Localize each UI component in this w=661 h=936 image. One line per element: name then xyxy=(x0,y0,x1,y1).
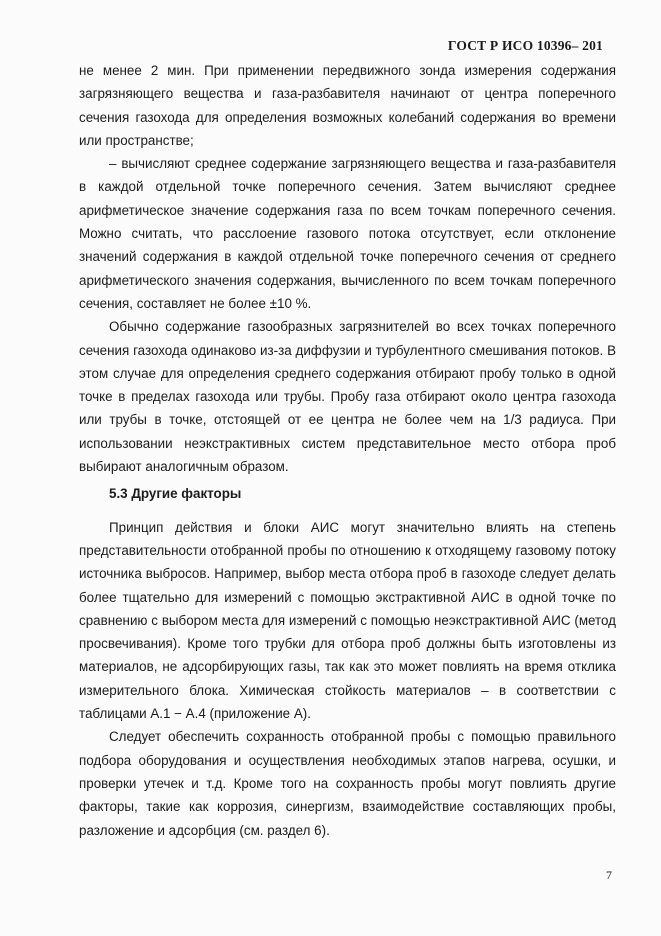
paragraph-continuation: не менее 2 мин. При применении передвижного зонда измерения содержания загрязняющего вещества и газа-разбавителя начинают от центра поперечного сечения газохода для определения возможных колебаний содержания во времени или пространстве; xyxy=(79,63,616,148)
section-heading-5-3: 5.3 Другие факторы xyxy=(109,486,242,502)
paragraph-sample-preservation: Следует обеспечить сохранность отобранной пробы с помощью правильного подбора оборудования и осуществления необходимых этапов нагрева, осушки, и проверки утечек и т.д. Кроме того на сохранность пробы могут повлиять другие факторы, такие как коррозия, синергизм, взаимодействие составляющих пробы, разложение и адсорбция (см. раздел 6). xyxy=(79,729,616,838)
paragraph-gas-content: Обычно содержание газообразных загрязнителей во всех точках поперечного сечения газохода одинаково из-за диффузии и турбулентного смешивания потоков. В этом случае для определения среднего содержания отбирают пробу только в одной точке в пределах газохода или трубы. Пробу газа отбирают около центра газохода или трубы в точке, отстоящей от ее центра не более чем на 1/3 радиуса. При использовании неэкстрактивных систем представительное место отбора проб выбирают аналогичным образом. xyxy=(79,319,616,475)
document-body xyxy=(79,59,616,842)
document-code-header: ГОСТ Р ИСО 10396– 201 xyxy=(447,38,603,53)
paragraph-ais-principle: Принцип действия и блоки АИС могут значительно влиять на степень представительности отобранной пробы по отношению к отходящему газовому потоку источника выбросов. Например, выбор места отбора проб в газоходе следует делать более тщательно для измерений с помощью экстрактивной АИС в одной точке по сравнению с выбором места для измерений с помощью неэкстрактивной АИС (метод просвечивания). Кроме того трубки для отбора проб должны быть изготовлены из материалов, не адсорбирующих газы, так как это может повлиять на время отклика измерительного блока. Химическая стойкость материалов – в соответствии с таблицами А.1 − А.4 (приложение А). xyxy=(79,519,616,722)
list-item-dash: – вычисляют среднее содержание загрязняющего вещества и газа-разбавителя в каждой отдельной точке поперечного сечения. Затем вычисляют среднее арифметическое значение содержания газа по всем точкам поперечного сечения. Можно считать, что расслоение газового потока отсутствует, если отклонение значений содержания в каждой отдельной точке поперечного сечения от среднего арифметического значения содержания, вычисленного по всем точкам поперечного сечения, составляет не более ±10 %. xyxy=(79,156,616,311)
page-number: 7 xyxy=(606,868,612,882)
